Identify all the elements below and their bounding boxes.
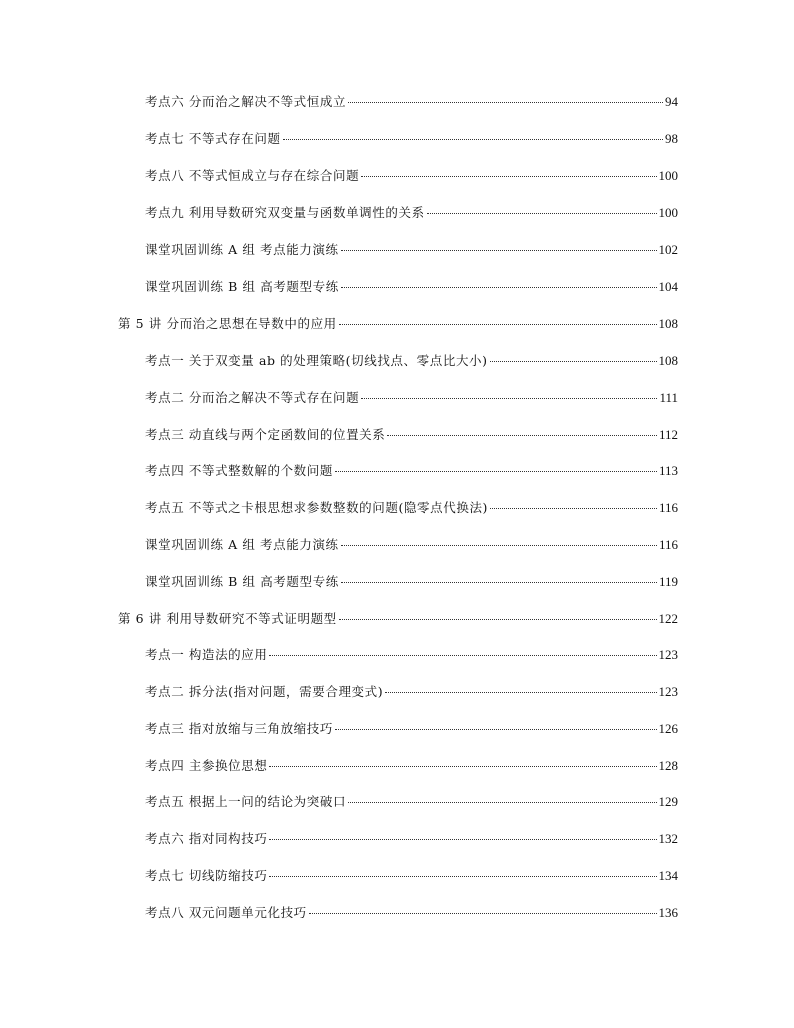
toc-entry-title: 考点八 不等式恒成立与存在综合问题	[145, 168, 360, 183]
toc-entry-title: 考点二 分而治之解决不等式存在问题	[145, 390, 360, 405]
toc-entry-page: 108	[658, 316, 678, 331]
toc-entry-page: 98	[665, 131, 678, 146]
toc-entry-page: 111	[659, 390, 678, 405]
toc-entry-page: 100	[658, 205, 678, 220]
toc-entry-title: 课堂巩固训练 A 组 考点能力演练	[145, 242, 339, 257]
toc-entry[interactable]	[145, 205, 678, 221]
toc-entry-page: 100	[658, 168, 678, 183]
toc-entry-title: 考点七 不等式存在问题	[145, 131, 281, 146]
toc-entry[interactable]	[145, 353, 678, 369]
toc-entry-title: 考点六 分而治之解决不等式恒成立	[145, 94, 347, 109]
dot-leader	[348, 102, 663, 103]
toc-entry-page: 123	[658, 684, 678, 699]
toc-entry[interactable]	[145, 500, 678, 516]
dot-leader	[335, 471, 657, 472]
dot-leader	[269, 876, 656, 877]
toc-entry-title: 考点九 利用导数研究双变量与函数单调性的关系	[145, 205, 425, 220]
toc-entry-title: 课堂巩固训练 A 组 考点能力演练	[145, 537, 339, 552]
dot-leader	[341, 582, 657, 583]
dot-leader	[341, 250, 657, 251]
dot-leader	[309, 913, 657, 914]
toc-entry-title: 课堂巩固训练 B 组 高考题型专练	[145, 279, 339, 294]
toc-entry-page: 102	[658, 242, 678, 257]
toc-entry-title: 考点七 切线防缩技巧	[145, 868, 268, 883]
toc-entry[interactable]	[145, 279, 678, 295]
toc-entry[interactable]	[145, 463, 678, 479]
toc-entry[interactable]	[145, 574, 678, 590]
toc-entry-title: 考点六 指对同构技巧	[145, 831, 268, 846]
dot-leader	[361, 398, 657, 399]
toc-entry-title: 课堂巩固训练 B 组 高考题型专练	[145, 574, 339, 589]
toc-entry[interactable]	[145, 168, 678, 184]
dot-leader	[490, 508, 657, 509]
toc-entry-page: 132	[658, 831, 678, 846]
dot-leader	[427, 213, 657, 214]
toc-entry[interactable]	[145, 390, 678, 406]
toc-entry-page: 123	[658, 647, 678, 662]
toc-entry[interactable]	[145, 242, 678, 258]
toc-entry-title: 第 6 讲 利用导数研究不等式证明题型	[118, 611, 337, 626]
toc-entry-title: 考点一 构造法的应用	[145, 647, 268, 662]
toc-entry[interactable]	[145, 427, 678, 443]
dot-leader	[348, 802, 656, 803]
toc-entry-title: 考点一 关于双变量 ab 的处理策略(切线找点、零点比大小)	[145, 353, 488, 368]
dot-leader	[341, 545, 657, 546]
toc-entry-page: 108	[658, 353, 678, 368]
dot-leader	[385, 692, 656, 693]
dot-leader	[339, 619, 657, 620]
dot-leader	[490, 361, 657, 362]
toc-entry-page: 94	[665, 94, 678, 109]
dot-leader	[283, 139, 663, 140]
toc-entry[interactable]	[145, 868, 678, 884]
toc-entry-title: 考点五 根据上一问的结论为突破口	[145, 794, 347, 809]
toc-entry[interactable]	[145, 794, 678, 810]
dot-leader	[361, 176, 656, 177]
toc-entry-page: 128	[658, 758, 678, 773]
toc-entry-page: 119	[658, 574, 678, 589]
toc-entry-page: 136	[658, 905, 678, 920]
dot-leader	[269, 766, 656, 767]
toc-entry-page: 116	[658, 500, 678, 515]
toc-entry-page: 134	[658, 868, 678, 883]
toc-entry[interactable]	[145, 537, 678, 553]
toc-entry[interactable]	[145, 831, 678, 847]
toc-entry[interactable]	[145, 905, 678, 921]
dot-leader	[341, 287, 657, 288]
toc-entry-title: 考点二 拆分法(指对问题，需要合理变式)	[145, 684, 384, 699]
toc-entry-page: 116	[658, 537, 678, 552]
toc-chapter-entry[interactable]	[118, 611, 678, 627]
toc-entry[interactable]	[145, 94, 678, 110]
toc-entry-page: 104	[658, 279, 678, 294]
toc-entry-title: 考点三 指对放缩与三角放缩技巧	[145, 721, 333, 736]
toc-entry[interactable]	[145, 758, 678, 774]
dot-leader	[269, 839, 656, 840]
dot-leader	[269, 655, 656, 656]
toc-entry-title: 考点五 不等式之卡根思想求参数整数的问题(隐零点代换法)	[145, 500, 489, 515]
toc-entry[interactable]	[145, 647, 678, 663]
toc-entry-page: 126	[658, 721, 678, 736]
toc-entry[interactable]	[145, 131, 678, 147]
toc-entry-title: 考点四 不等式整数解的个数问题	[145, 463, 333, 478]
toc-entry-title: 第 5 讲 分而治之思想在导数中的应用	[118, 316, 337, 331]
toc-entry-page: 129	[658, 794, 678, 809]
dot-leader	[387, 435, 657, 436]
toc-chapter-entry[interactable]	[118, 316, 678, 332]
toc-entry[interactable]	[145, 721, 678, 737]
toc-entry-title: 考点八 双元问题单元化技巧	[145, 905, 307, 920]
toc-entry-page: 122	[658, 611, 678, 626]
toc-entry[interactable]	[145, 684, 678, 700]
dot-leader	[339, 324, 657, 325]
toc-entry-title: 考点三 动直线与两个定函数间的位置关系	[145, 427, 386, 442]
toc-entry-title: 考点四 主参换位思想	[145, 758, 268, 773]
toc-entry-page: 112	[658, 427, 678, 442]
toc-entry-page: 113	[658, 463, 678, 478]
dot-leader	[335, 729, 657, 730]
